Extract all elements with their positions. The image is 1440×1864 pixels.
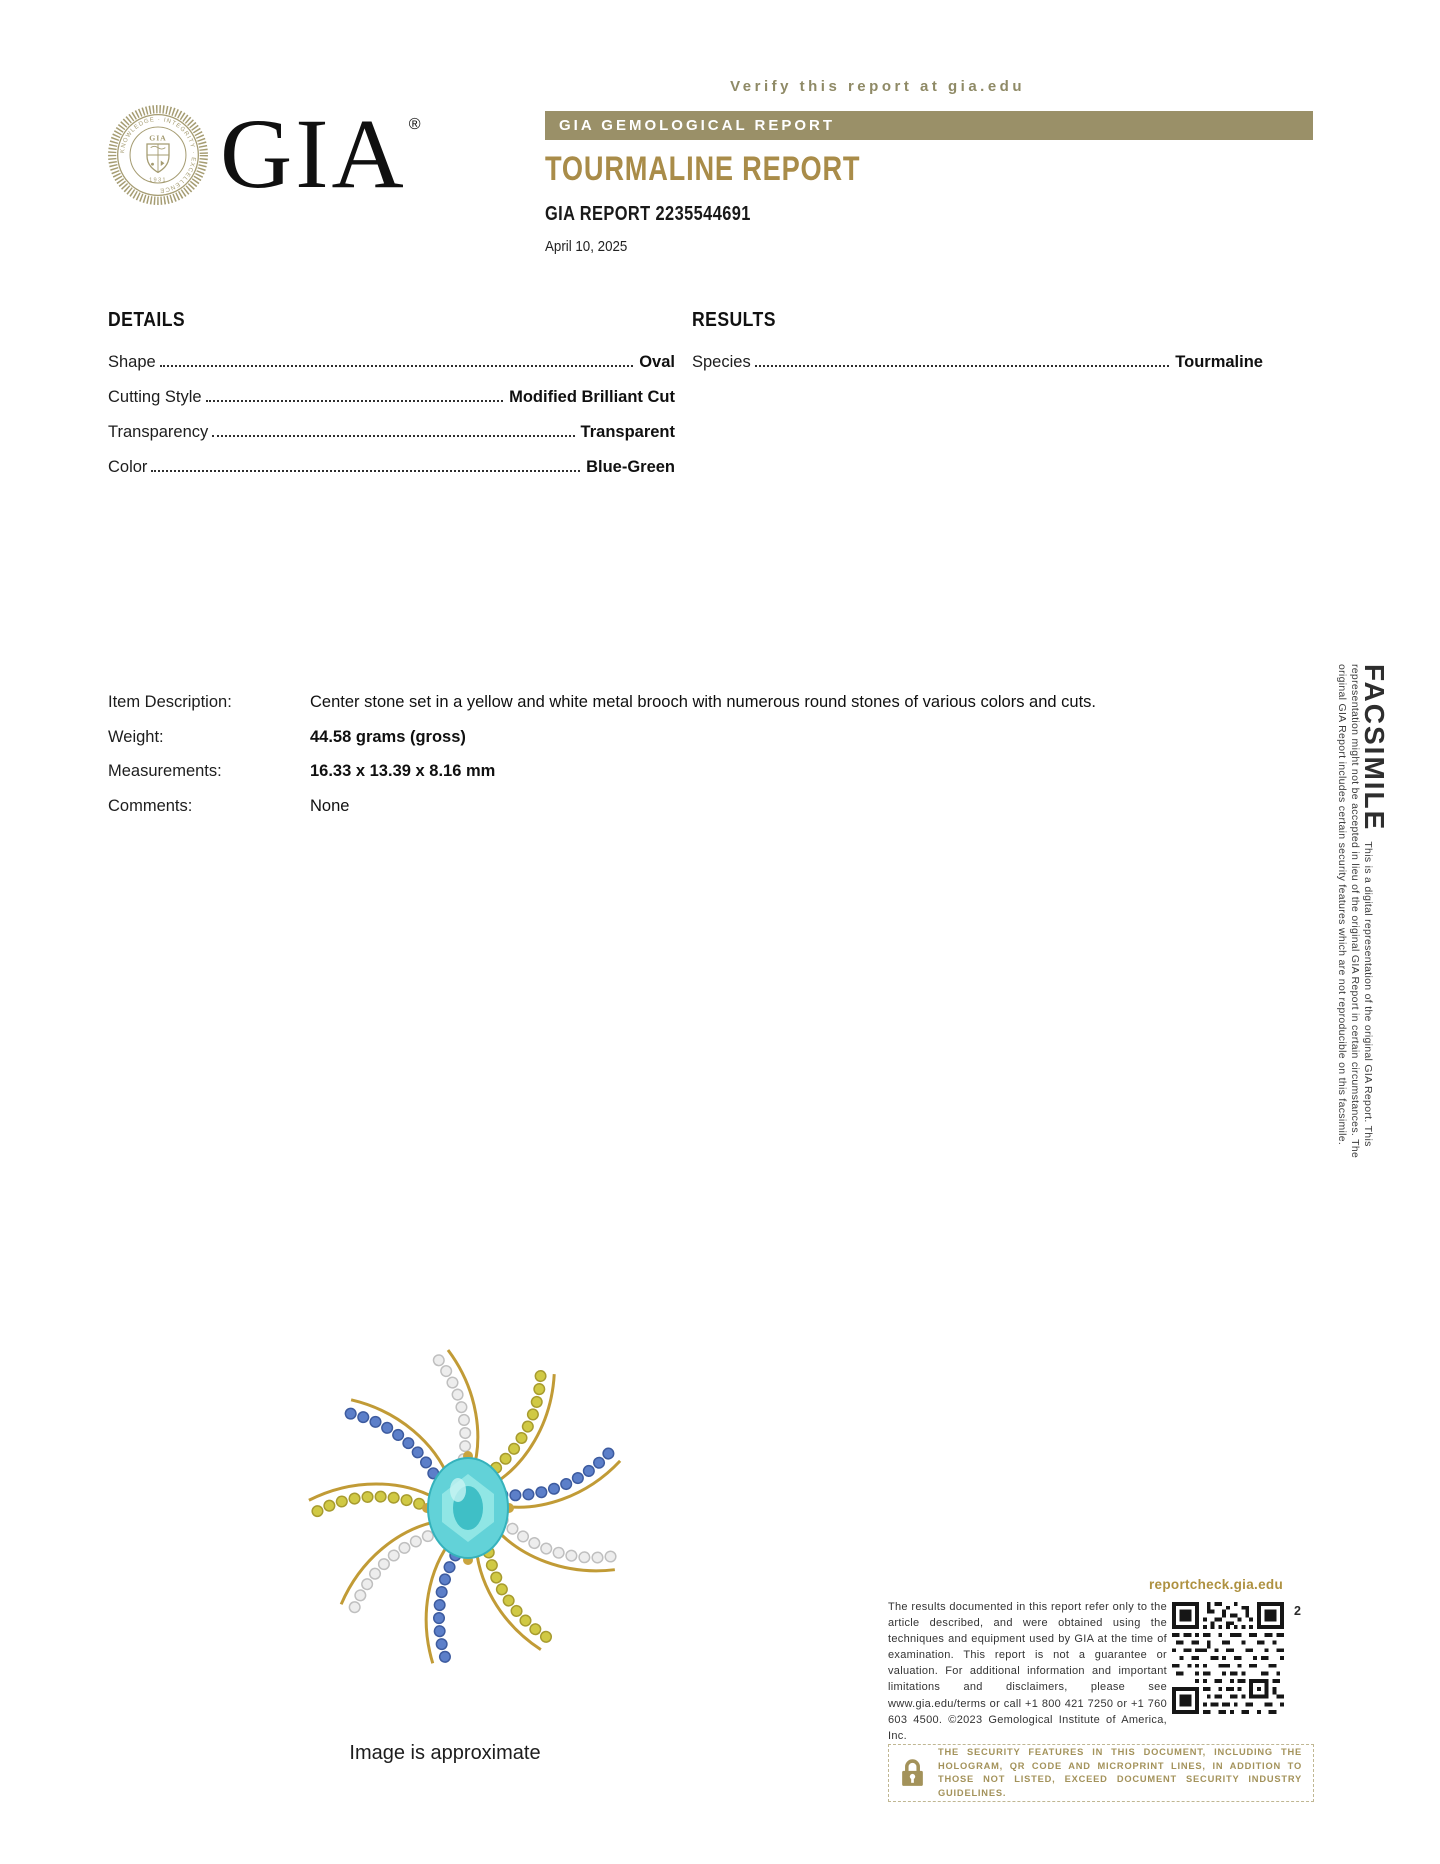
- facsimile-title: FACSIMILE: [1359, 664, 1390, 832]
- details-section: [108, 310, 675, 484]
- report-type-bar-label: GIA GEMOLOGICAL REPORT: [559, 117, 836, 134]
- facsimile-sidebar: [1321, 664, 1390, 1176]
- result-label: Species: [692, 353, 751, 371]
- detail-value: Transparent: [580, 423, 675, 441]
- report-date: April 10, 2025: [545, 239, 628, 255]
- detail-row-color: [108, 449, 675, 484]
- seal-gia-label: GIA: [149, 133, 167, 143]
- legal-disclaimer: The results documented in this report refer only to the article described, and were obtained using the techniques and equipment used by GIA at the time of examination. This report is not a guarantee or valuation. For additional information and important limitations and disclaimers, please see www.gia.edu/terms or call +1 800 421 7250 or +1 760 603 4500. ©2023 Gemological Institute of America, Inc.: [888, 1601, 1167, 1742]
- brooch-image: [253, 1320, 683, 1700]
- dotted-leader: [160, 365, 634, 367]
- detail-value: Oval: [639, 353, 675, 371]
- reportcheck-url: reportcheck.gia.edu: [1149, 1577, 1283, 1592]
- detail-label: Color: [108, 458, 148, 476]
- page-title: TOURMALINE REPORT: [545, 150, 861, 188]
- item-row-comments: [108, 796, 1268, 817]
- gia-wordmark-text: GIA: [220, 98, 407, 209]
- item-row-weight: [108, 727, 1268, 748]
- facsimile-text: This is a digital representation of the original GIA Report. This representation might not be accepted in lieu of the original GIA Report in certain circumstances. The original GIA Report includes certain security features which are not reproducible on this facsimile.: [1335, 664, 1374, 1159]
- verify-report-text: Verify this report at gia.edu: [730, 78, 1025, 95]
- detail-value: Blue-Green: [586, 458, 675, 476]
- dotted-leader: [151, 470, 580, 472]
- qr-page-number: 2: [1294, 1604, 1301, 1618]
- results-heading: RESULTS: [692, 309, 776, 331]
- seal-shield-icon: [147, 144, 169, 172]
- details-heading: DETAILS: [108, 309, 186, 331]
- detail-label: Shape: [108, 353, 156, 371]
- item-value: None: [310, 796, 350, 815]
- dotted-leader: [212, 435, 574, 437]
- item-value: Center stone set in a yellow and white metal brooch with numerous round stones of various colors and cuts.: [310, 693, 1096, 711]
- security-notice-text: THE SECURITY FEATURES IN THIS DOCUMENT, INCLUDING THE HOLOGRAM, QR CODE AND MICROPRINT LINES, IN ADDITION TO THOSE NOT LISTED, EXCEED DOCUMENT SECURITY INDUSTRY GUIDELINES.: [938, 1747, 1302, 1798]
- result-value: Tourmaline: [1175, 353, 1263, 371]
- detail-row-transparency: [108, 414, 675, 449]
- item-value: 16.33 x 13.39 x 8.16 mm: [310, 762, 496, 780]
- item-label: Weight:: [108, 727, 164, 746]
- gia-wordmark: [220, 98, 424, 209]
- detail-row-shape: [108, 344, 675, 379]
- result-row-species: [692, 344, 1263, 379]
- detail-label: Transparency: [108, 423, 209, 441]
- dotted-leader: [206, 400, 504, 402]
- report-type-bar: [545, 111, 1313, 140]
- registered-mark: ®: [408, 116, 424, 133]
- detail-row-cutting-style: [108, 379, 675, 414]
- item-label: Comments:: [108, 796, 193, 815]
- item-label: Item Description:: [108, 693, 232, 711]
- item-row-description: [108, 692, 1268, 713]
- padlock-icon: [900, 1759, 925, 1788]
- detail-value: Modified Brilliant Cut: [509, 388, 675, 406]
- seal-ring-text: KNOWLEDGE · INTEGRITY · EXCELLENCE: [120, 117, 196, 193]
- gia-seal-icon: [103, 100, 213, 210]
- dotted-leader: [755, 365, 1170, 367]
- item-row-measurements: [108, 761, 1268, 782]
- seal-year: · 1931 ·: [143, 177, 173, 184]
- item-label: Measurements:: [108, 762, 222, 780]
- image-caption: Image is approximate: [349, 1742, 541, 1764]
- qr-code: [1172, 1602, 1284, 1714]
- results-section: [692, 310, 1263, 379]
- item-info-section: [108, 692, 1268, 830]
- security-notice-box: [888, 1744, 1314, 1802]
- detail-label: Cutting Style: [108, 388, 202, 406]
- report-number: GIA REPORT 2235544691: [545, 203, 751, 225]
- item-value: 44.58 grams (gross): [310, 727, 466, 746]
